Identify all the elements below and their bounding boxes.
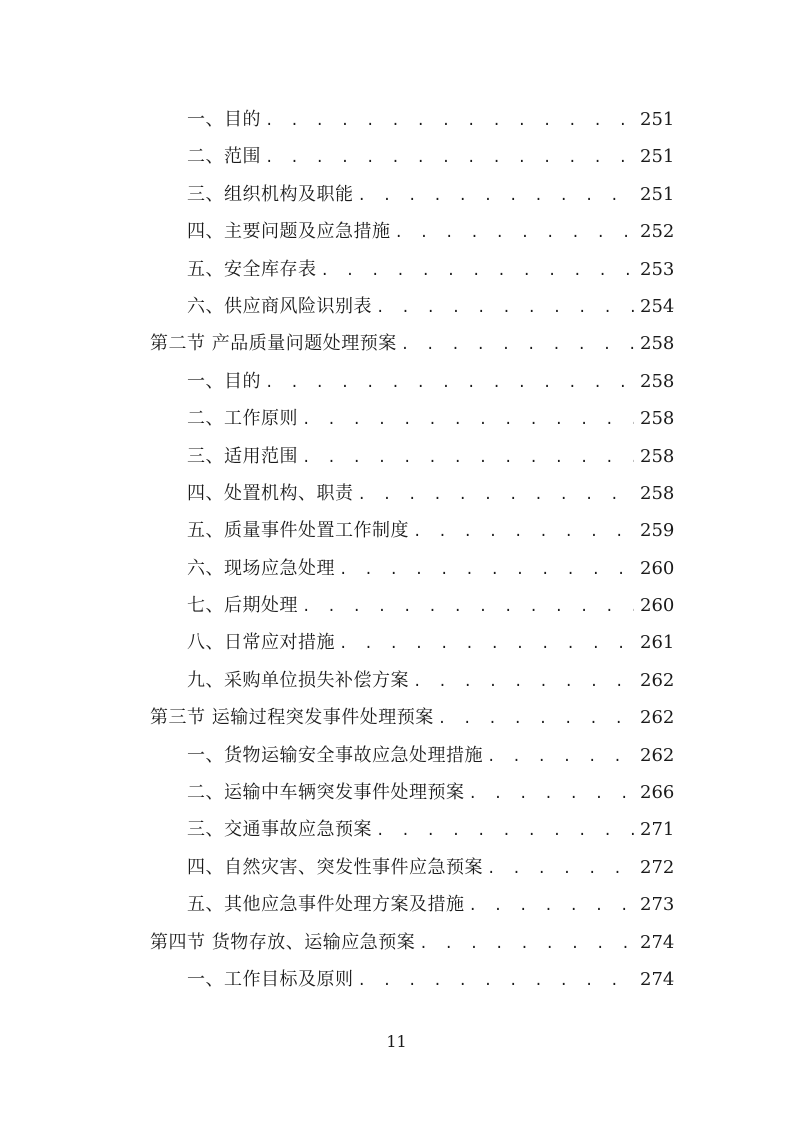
toc-entry-page: 261 <box>640 632 675 654</box>
toc-entry-page: 259 <box>640 520 675 542</box>
toc-entry-page: 274 <box>640 931 675 953</box>
toc-entry-title: 九、采购单位损失补偿方案 <box>187 669 409 691</box>
toc-entry-title: 四、处置机构、职责 <box>187 482 354 504</box>
toc-entry-title: 一、工作目标及原则 <box>187 968 354 990</box>
toc-entry-title: 二、范围 <box>187 146 261 168</box>
toc-dot-leader <box>438 701 634 738</box>
table-of-contents <box>0 101 793 998</box>
toc-entry-page: 251 <box>640 183 675 205</box>
toc-subsection-entry[interactable] <box>0 101 793 138</box>
toc-entry-title: 第二节 产品质量问题处理预案 <box>150 333 397 355</box>
toc-subsection-entry[interactable] <box>0 811 793 848</box>
toc-subsection-entry[interactable] <box>0 737 793 774</box>
toc-dot-leader <box>302 440 634 477</box>
toc-subsection-entry[interactable] <box>0 363 793 400</box>
toc-entry-title: 七、后期处理 <box>187 595 298 617</box>
toc-entry-page: 260 <box>640 595 675 617</box>
toc-subsection-entry[interactable] <box>0 886 793 923</box>
toc-dot-leader <box>265 140 634 177</box>
toc-dot-leader <box>358 963 635 1000</box>
toc-entry-page: 258 <box>640 445 675 467</box>
toc-dot-leader <box>321 253 635 290</box>
toc-dot-leader <box>339 552 634 589</box>
toc-entry-page: 262 <box>640 707 675 729</box>
toc-dot-leader <box>487 851 634 888</box>
toc-entry-title: 三、组织机构及职能 <box>187 183 354 205</box>
toc-entry-page: 258 <box>640 408 675 430</box>
toc-dot-leader <box>302 402 634 439</box>
toc-entry-page: 251 <box>640 109 675 130</box>
toc-entry-page: 273 <box>640 894 675 916</box>
toc-entry-title: 一、目的 <box>187 370 261 392</box>
toc-entry-title: 五、其他应急事件处理方案及措施 <box>187 894 465 916</box>
toc-entry-page: 258 <box>640 482 675 504</box>
toc-dot-leader <box>339 626 634 663</box>
toc-section-entry[interactable] <box>0 325 793 362</box>
toc-subsection-entry[interactable] <box>0 213 793 250</box>
toc-entry-page: 251 <box>640 146 675 168</box>
toc-entry-title: 一、货物运输安全事故应急处理措施 <box>187 744 483 766</box>
toc-dot-leader <box>401 327 634 364</box>
toc-entry-title: 一、目的 <box>187 109 261 130</box>
toc-dot-leader <box>469 888 635 925</box>
toc-entry-title: 第三节 运输过程突发事件处理预案 <box>150 707 434 729</box>
toc-subsection-entry[interactable] <box>0 251 793 288</box>
toc-entry-title: 三、交通事故应急预案 <box>187 819 372 841</box>
toc-subsection-entry[interactable] <box>0 587 793 624</box>
toc-entry-page: 258 <box>640 333 675 355</box>
toc-subsection-entry[interactable] <box>0 176 793 213</box>
toc-entry-title: 二、运输中车辆突发事件处理预案 <box>187 782 465 804</box>
toc-subsection-entry[interactable] <box>0 475 793 512</box>
toc-entry-page: 252 <box>640 221 675 243</box>
toc-entry-page: 258 <box>640 370 675 392</box>
toc-subsection-entry[interactable] <box>0 138 793 175</box>
toc-subsection-entry[interactable] <box>0 849 793 886</box>
toc-entry-title: 六、供应商风险识别表 <box>187 295 372 317</box>
toc-subsection-entry[interactable] <box>0 512 793 549</box>
toc-entry-page: 262 <box>640 744 675 766</box>
toc-section-entry[interactable] <box>0 699 793 736</box>
toc-dot-leader <box>395 215 635 252</box>
toc-entry-page: 271 <box>640 819 675 841</box>
toc-dot-leader <box>376 813 634 850</box>
toc-dot-leader <box>265 103 634 140</box>
toc-subsection-entry[interactable] <box>0 400 793 437</box>
toc-dot-leader <box>469 776 635 813</box>
toc-entry-title: 六、现场应急处理 <box>187 557 335 579</box>
toc-dot-leader <box>358 477 635 514</box>
toc-subsection-entry[interactable] <box>0 774 793 811</box>
toc-entry-page: 253 <box>640 258 675 280</box>
toc-entry-title: 五、安全库存表 <box>187 258 317 280</box>
toc-entry-page: 254 <box>640 295 675 317</box>
toc-entry-page: 266 <box>640 782 675 804</box>
toc-entry-page: 272 <box>640 856 675 878</box>
page-number: 11 <box>386 1032 407 1051</box>
toc-subsection-entry[interactable] <box>0 288 793 325</box>
toc-subsection-entry[interactable] <box>0 624 793 661</box>
toc-entry-page: 274 <box>640 968 675 990</box>
toc-subsection-entry[interactable] <box>0 438 793 475</box>
toc-entry-title: 三、适用范围 <box>187 445 298 467</box>
toc-entry-title: 二、工作原则 <box>187 408 298 430</box>
toc-entry-title: 四、主要问题及应急措施 <box>187 221 391 243</box>
toc-dot-leader <box>302 589 634 626</box>
toc-subsection-entry[interactable] <box>0 961 793 998</box>
toc-entry-title: 五、质量事件处置工作制度 <box>187 520 409 542</box>
toc-dot-leader <box>413 664 634 701</box>
toc-subsection-entry[interactable] <box>0 662 793 699</box>
toc-entry-page: 262 <box>640 669 675 691</box>
toc-dot-leader <box>419 926 634 963</box>
toc-dot-leader <box>358 178 635 215</box>
toc-dot-leader <box>376 290 634 327</box>
toc-dot-leader <box>413 514 634 551</box>
toc-entry-title: 八、日常应对措施 <box>187 632 335 654</box>
toc-dot-leader <box>265 365 634 402</box>
toc-entry-page: 260 <box>640 557 675 579</box>
toc-entry-title: 第四节 货物存放、运输应急预案 <box>150 931 416 953</box>
toc-section-entry[interactable] <box>0 924 793 961</box>
toc-subsection-entry[interactable] <box>0 550 793 587</box>
toc-dot-leader <box>487 739 634 776</box>
toc-entry-title: 四、自然灾害、突发性事件应急预案 <box>187 856 483 878</box>
